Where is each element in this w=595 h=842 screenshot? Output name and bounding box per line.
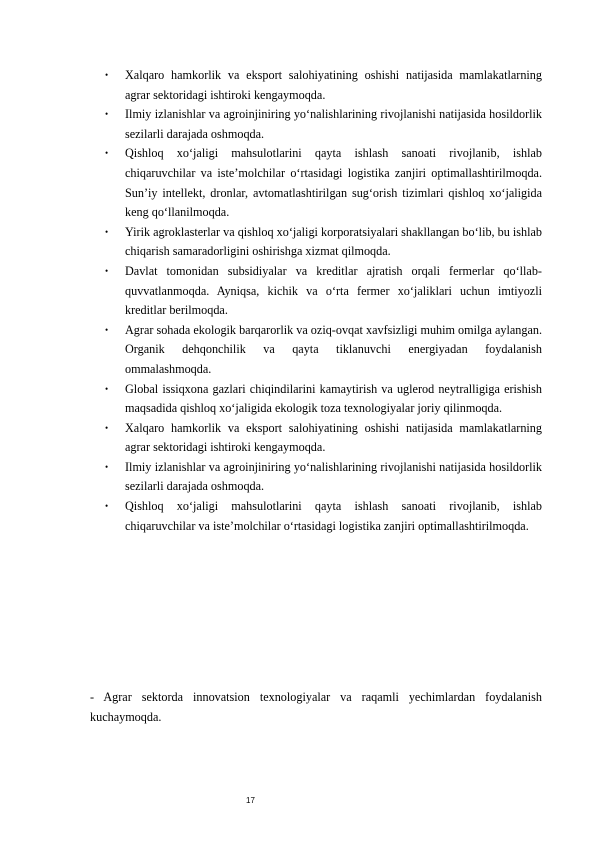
bullet-marker: • — [105, 148, 109, 159]
bullet-list — [105, 66, 542, 536]
bullet-marker: • — [105, 501, 109, 512]
bullet-item — [105, 66, 542, 105]
bullet-item — [105, 321, 542, 380]
bullet-text: Global issiqxona gazlari chiqindilarini kamaytirish va uglerod neytralligiga erishish maqsadida qishloq xo‘jaligida ekologik toza texnologiyalar joriy qilinmoqda. — [125, 381, 542, 416]
bullet-text: Agrar sohada ekologik barqarorlik va oziq-ovqat xavfsizligi muhim omilga aylangan. Organik dehqonchilik va qayta tiklanuvchi energiyadan foydalanish ommalashmoqda. — [125, 322, 542, 376]
bullet-marker: • — [105, 265, 109, 276]
bullet-marker: • — [105, 109, 109, 120]
bullet-text: Ilmiy izlanishlar va agroinjiniring yo‘nalishlarining rivojlanishi natijasida hosildorlik sezilarli darajada oshmoqda. — [125, 107, 542, 141]
bullet-item — [105, 223, 542, 262]
bullet-item — [105, 458, 542, 497]
bullet-text: Qishloq xo‘jaligi mahsulotlarini qayta ishlash sanoati rivojlanib, ishlab chiqaruvchilar va iste’molchilar o‘rtasidagi logistika zanjiri optimallashtirilmoqda. — [125, 499, 542, 533]
bullet-marker: • — [105, 461, 109, 472]
bullet-marker: • — [105, 324, 109, 335]
bullet-marker: • — [105, 422, 109, 433]
bullet-item — [105, 380, 542, 419]
bullet-marker: • — [105, 70, 109, 80]
page-number: 17 — [246, 796, 255, 805]
bullet-item — [105, 419, 542, 458]
closing-paragraph: - Agrar sektorda innovatsion texnologiyalar va raqamli yechimlardan foydalanish kuchaymoqda. — [90, 690, 542, 724]
bullet-item — [105, 262, 542, 321]
bullet-text: Qishloq xo‘jaligi mahsulotlarini qayta ishlash sanoati rivojlanib, ishlab chiqaruvchilar va iste’molchilar o‘rtasidagi logistika zanjiri optimallashtirilmoqda. Sun’iy intellekt, dronlar, avtomatlashtirilgan sug‘orish tizimlari qishloq xo‘jaligida keng qo‘llanilmoqda. — [125, 146, 542, 220]
bullet-item — [105, 144, 542, 222]
bullet-text: Yirik agroklasterlar va qishloq xo‘jaligi korporatsiyalari shakllangan bo‘lib, bu ishlab chiqarish samaradorligini oshirishga xizmat qilmoqda. — [125, 224, 542, 259]
bullet-item — [105, 497, 542, 536]
bullet-item — [105, 105, 542, 144]
bullet-text: Ilmiy izlanishlar va agroinjiniring yo‘nalishlarining rivojlanishi natijasida hosildorlik sezilarli darajada oshmoqda. — [125, 459, 542, 494]
bullet-marker: • — [105, 383, 109, 394]
bullet-text: Davlat tomonidan subsidiyalar va kreditlar ajratish orqali fermerlar qo‘llab-quvvatlanmoqda. Ayniqsa, kichik va o‘rta fermer xo‘jaliklari uchun imtiyozli kreditlar berilmoqda. — [125, 263, 542, 318]
bullet-text: Xalqaro hamkorlik va eksport salohiyatining oshishi natijasida mamlakatlarning agrar sektoridagi ishtiroki kengaymoqda. — [125, 420, 542, 455]
bullet-text: Xalqaro hamkorlik va eksport salohiyatining oshishi natijasida mamlakatlarning agrar sektoridagi ishtiroki kengaymoqda. — [125, 68, 542, 102]
bullet-marker: • — [105, 226, 109, 237]
